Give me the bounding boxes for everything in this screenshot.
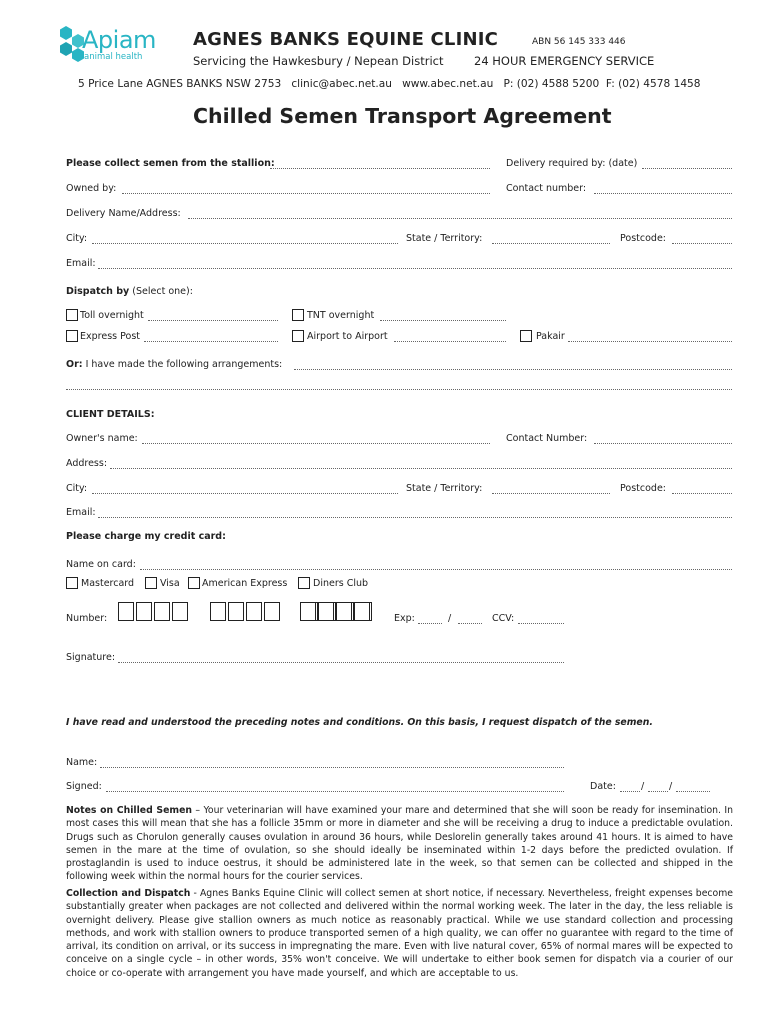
page-title: Chilled Semen Transport Agreement [193,104,612,128]
card-digit[interactable] [210,602,226,621]
email-field-2[interactable] [98,517,732,518]
postcode-label: Postcode: [620,233,666,244]
card-digit[interactable] [154,602,170,621]
card-number-label: Number: [66,613,108,624]
visa-label: Visa [160,578,180,589]
date-separator-1: / [641,781,645,792]
owners-name-field[interactable] [142,443,490,444]
client-details-heading: CLIENT DETAILS: [66,409,155,420]
diners-checkbox[interactable] [298,577,310,589]
logo [60,26,180,66]
contact-number-field-2[interactable] [594,443,732,444]
address-field[interactable] [110,468,732,469]
contact-number-label: Contact number: [506,183,587,194]
stallion-field[interactable] [270,168,490,169]
state-label-2: State / Territory: [406,483,483,494]
diners-label: Diners Club [313,578,369,589]
dispatch-label: Dispatch by [66,286,130,297]
abn: ABN 56 145 333 446 [532,37,626,47]
date-day-field[interactable] [620,791,640,792]
card-digit[interactable] [264,602,280,621]
exp-separator: / [448,613,452,624]
address-label: Address: [66,458,108,469]
email-field[interactable] [98,268,732,269]
postcode-field-2[interactable] [672,493,732,494]
delivery-name-label: Delivery Name/Address: [66,208,181,219]
delivery-date-field[interactable] [642,168,732,169]
card-digit[interactable] [318,602,334,621]
exp-month-field[interactable] [418,623,442,624]
card-number-boxes-2[interactable] [300,602,380,622]
date-separator-2: / [669,781,673,792]
date-year-field[interactable] [676,791,710,792]
card-digit[interactable] [246,602,262,621]
logo-subtitle: animal health [84,52,143,62]
or-label: Or: [66,359,83,370]
city-field[interactable] [92,243,398,244]
contact-line: 5 Price Lane AGNES BANKS NSW 2753 clinic@abec.net.au www.abec.net.au P: (02) 4588 5200 F: (02) 4578 1458 [78,78,701,90]
pakair-label: Pakair [536,331,565,342]
airport-label: Airport to Airport [307,331,388,342]
pakair-field[interactable] [568,341,732,342]
contact-number-label-2: Contact Number: [506,433,588,444]
delivery-name-field[interactable] [188,218,732,219]
visa-checkbox[interactable] [145,577,157,589]
declaration-text: I have read and understood the preceding notes and conditions. On this basis, I request dispatch of the semen. [66,717,653,728]
toll-checkbox[interactable] [66,309,78,321]
name-on-card-field[interactable] [140,569,732,570]
contact-number-field[interactable] [594,193,732,194]
exp-year-field[interactable] [458,623,482,624]
dispatch-heading [66,286,193,297]
tnt-checkbox[interactable] [292,309,304,321]
notes-chilled-paragraph [66,804,733,884]
date-label: Date: [590,781,616,792]
tnt-field[interactable] [380,320,506,321]
state-field[interactable] [492,243,610,244]
card-digit[interactable] [118,602,134,621]
city-field-2[interactable] [92,493,398,494]
airport-field[interactable] [394,341,506,342]
tnt-label: TNT overnight [307,310,375,321]
signature-field[interactable] [118,662,564,663]
arrangements-field-2[interactable] [66,389,732,390]
dispatch-hint: (Select one): [132,286,193,297]
or-arrangements [66,359,282,370]
card-digit[interactable] [300,602,316,621]
toll-label: Toll overnight [80,310,144,321]
mastercard-checkbox[interactable] [66,577,78,589]
charge-heading: Please charge my credit card: [66,531,226,542]
email-label-2: Email: [66,507,96,518]
notes-collection-text: - Agnes Banks Equine Clinic will collect semen at short notice, if necessary. Nevertheless, freight expenses become substantially greater when packages are not collected and delivered within the normal working week. The later in the day, the less reliable is overnight delivery. Please give stallion owners as much notice as reasonably practical. While we use standard collection and processing methods, and work with stallion owners to produce transported semen of a high quality, we can offer no guarantee with regard to the time of arrival, its condition on arrival, or its success in impregnating the mare. Even with live natural cover, 65% of normal mares will be expected to conceive on a single cycle – in other words, 35% won't conceive. We will undertake to either book semen for dispatch via a courier of our choice or co-operate with arrangement you have made yourself, and which are acceptable to us. [66,888,733,979]
notes-chilled-heading: Notes on Chilled Semen [66,805,193,816]
toll-field[interactable] [148,320,278,321]
signature-label: Signature: [66,652,116,663]
logo-hexagons-icon [60,26,84,62]
collect-label: Please collect semen from the stallion: [66,158,275,169]
express-post-checkbox[interactable] [66,330,78,342]
exp-label: Exp: [394,613,415,624]
notes-chilled-text: – Your veterinarian will have examined your mare and determined that she will soon be ready for insemination. In most cases this will mean that she has a follicle 35mm or more in diameter and she will be receiving a drug to induce a predictable ovulation. Drugs such as Chorulon generally causes ovulation in around 36 hours, while Deslorelin generally takes around 41 hours. It is aimed to have semen in the mare at the time of ovulation, so she should ideally be inseminated within 1-2 days before the predicted ovulation. If prostaglandin is used to induce oestrus, it should be administered late in the week, so that semen can be collected and shipped in the following week within the normal hours for the courier services. [66,805,733,883]
ccv-field[interactable] [518,623,564,624]
owned-by-label: Owned by: [66,183,117,194]
notes-collection-heading: Collection and Dispatch [66,888,191,899]
pakair-checkbox[interactable] [520,330,532,342]
amex-label: American Express [202,578,288,589]
signed-field[interactable] [106,791,564,792]
state-field-2[interactable] [492,493,610,494]
name-label: Name: [66,757,98,768]
logo-word: Apiam [82,26,156,54]
city-label-2: City: [66,483,88,494]
notes-collection-paragraph [66,887,733,980]
arrangements-field-1[interactable] [294,369,732,370]
name-field[interactable] [100,767,564,768]
delivery-date-label: Delivery required by: (date) [506,158,638,169]
postcode-field[interactable] [672,243,732,244]
clinic-name: AGNES BANKS EQUINE CLINIC [193,29,499,50]
emergency-text: 24 HOUR EMERGENCY SERVICE [474,54,655,68]
email-label: Email: [66,258,96,269]
express-post-field[interactable] [144,341,278,342]
mastercard-label: Mastercard [81,578,135,589]
state-label: State / Territory: [406,233,483,244]
signed-label: Signed: [66,781,102,792]
servicing-text: Servicing the Hawkesbury / Nepean District [193,54,444,68]
postcode-label-2: Postcode: [620,483,666,494]
name-on-card-label: Name on card: [66,559,136,570]
ccv-label: CCV: [492,613,515,624]
card-digit[interactable] [354,602,370,621]
amex-checkbox[interactable] [188,577,200,589]
city-label: City: [66,233,88,244]
card-digit[interactable] [172,602,188,621]
card-digit[interactable] [228,602,244,621]
date-month-field[interactable] [648,791,668,792]
owners-name-label: Owner's name: [66,433,138,444]
card-digit[interactable] [136,602,152,621]
express-post-label: Express Post [80,331,140,342]
owned-by-field[interactable] [122,193,490,194]
arrangements-label: I have made the following arrangements: [85,359,283,370]
airport-checkbox[interactable] [292,330,304,342]
card-digit[interactable] [336,602,352,621]
